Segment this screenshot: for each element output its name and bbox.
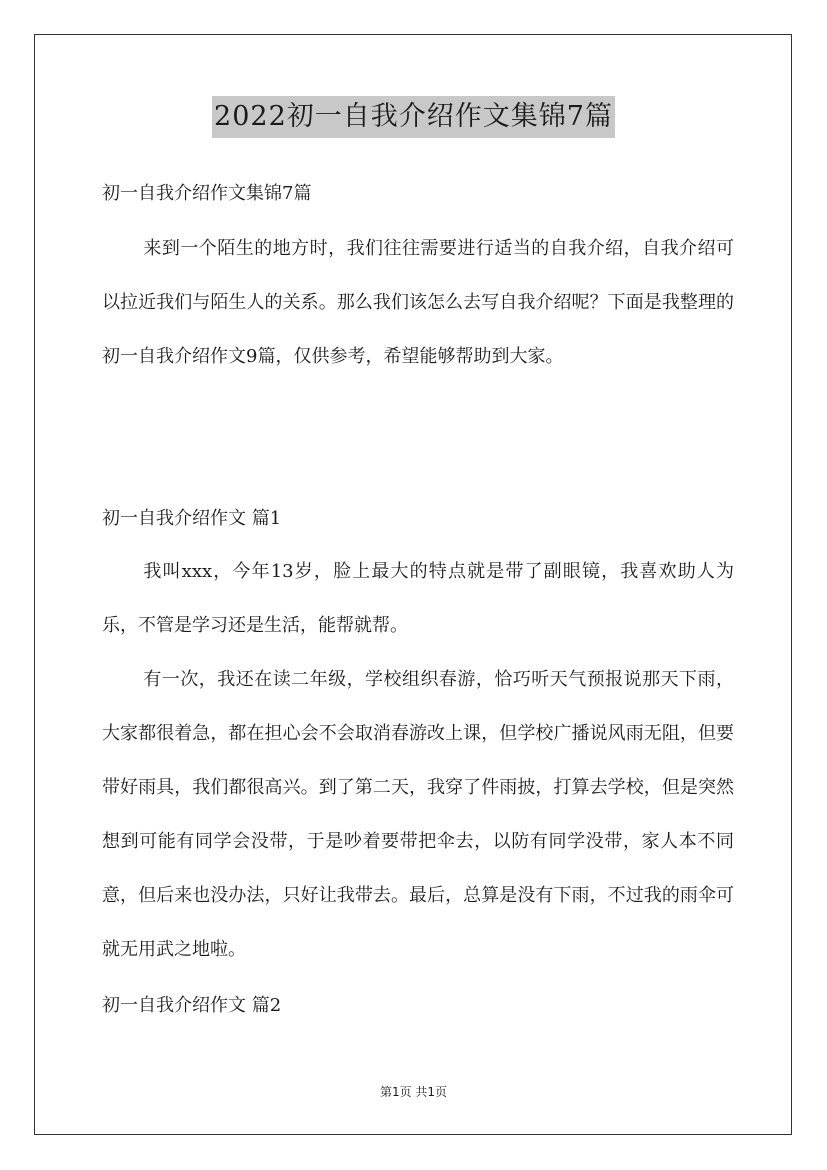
section-1-heading: 初一自我介绍作文 篇1 <box>102 508 282 529</box>
section-1-paragraph-1: 我叫xxx，今年13岁，脸上最大的特点就是带了副眼镜，我喜欢助人为乐，不管是学习还是生活，能帮就帮。 <box>102 561 734 636</box>
page-footer: 第1页 共1页 <box>379 1085 448 1099</box>
section-2-heading: 初一自我介绍作文 篇2 <box>102 995 282 1016</box>
document-title: 2022初一自我介绍作文集锦7篇 <box>212 96 615 138</box>
section-1-paragraph-2: 有一次，我还在读二年级，学校组织春游，恰巧听天气预报说那天下雨，大家都很着急，都在担心会不会取消春游改上课，但学校广播说风雨无阻，但要带好雨具，我们都很高兴。到了第二天，我穿了件雨披，打算去学校，但是突然想到可能有同学会没带，于是吵着要带把伞去，以防有同学没带，家人本不同意，但后来也没办法，只好让我带去。最后，总算是没有下雨，不过我的雨伞可就无用武之地啦。 <box>102 669 734 960</box>
title-container <box>0 96 827 138</box>
subtitle: 初一自我介绍作文集锦7篇 <box>102 183 312 204</box>
intro-paragraph: 来到一个陌生的地方时，我们往往需要进行适当的自我介绍，自我介绍可以拉近我们与陌生人的关系。那么我们该怎么去写自我介绍呢？下面是我整理的初一自我介绍作文9篇，仅供参考，希望能够帮助到大家。 <box>102 238 734 367</box>
